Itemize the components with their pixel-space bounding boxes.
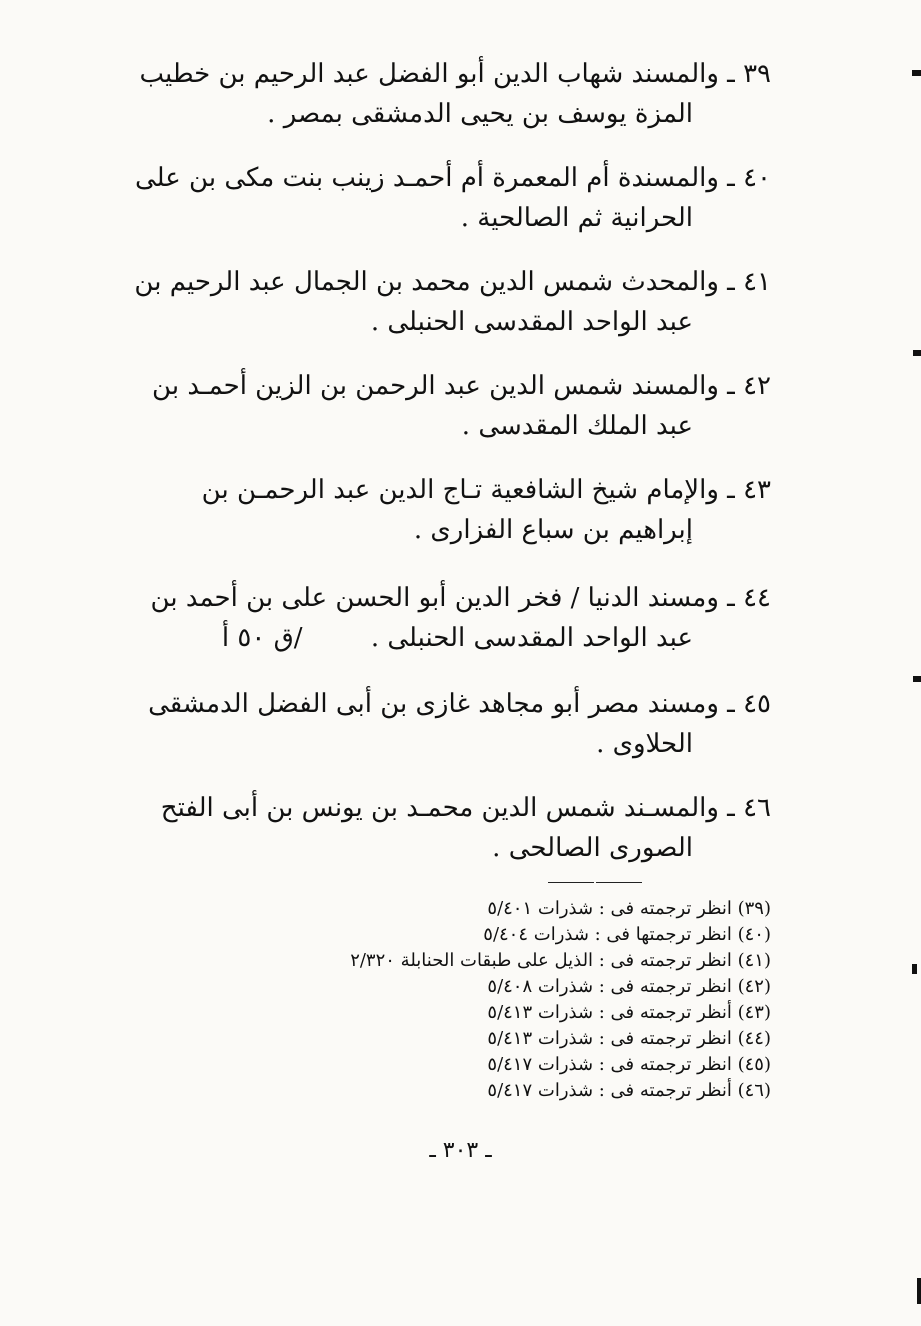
entry-42 <box>152 366 771 446</box>
entry-continuation: إبراهيم بن سباع الفزارى . <box>413 515 693 545</box>
entry-40 <box>134 158 771 238</box>
entry-line: ٤١ ـ والمحدث شمس الدين محمد بن الجمال عبد الرحيم بن <box>134 267 771 297</box>
entry-line: ٤٢ ـ والمسند شمس الدين عبد الرحمن بن الزين أحمـد بن <box>152 371 771 401</box>
footnote: (٤٠) انظر ترجمتها فى : شذرات ٥/٤٠٤ <box>483 924 771 945</box>
footnote: (٤١) انظر ترجمته فى : الذيل على طبقات الحنابلة ٢/٣٢٠ <box>350 950 771 971</box>
folio-marker: /ق ٥٠ أ <box>221 623 303 653</box>
entry-continuation: المزة يوسف بن يحيى الدمشقى بمصر . <box>267 99 693 129</box>
page-number: ـ ٣٠٣ ـ <box>429 1138 492 1163</box>
entry-line: ٤٤ ـ ومسند الدنيا / فخر الدين أبو الحسن على بن أحمد بن <box>150 583 771 613</box>
footnote-separator <box>596 882 642 883</box>
entry-45 <box>148 684 771 764</box>
entry-46 <box>161 788 771 868</box>
scan-edge-mark <box>917 1278 921 1304</box>
entry-continuation: عبد الواحد المقدسى الحنبلى . <box>370 307 693 337</box>
footnote: (٤٣) أنظر ترجمته فى : شذرات ٥/٤١٣ <box>487 1002 771 1023</box>
entry-line: ٤٣ ـ والإمام شيخ الشافعية تـاج الدين عبد الرحمـن بن <box>201 475 771 505</box>
entry-line: ٤٥ ـ ومسند مصر أبو مجاهد غازى بن أبى الفضل الدمشقى <box>148 689 771 719</box>
footnote: (٤٢) انظر ترجمته فى : شذرات ٥/٤٠٨ <box>487 976 771 997</box>
entry-continuation: الحلاوى . <box>596 729 693 759</box>
entry-44 <box>150 578 771 658</box>
scan-edge-mark <box>912 70 921 76</box>
footnote: (٤٤) انظر ترجمته فى : شذرات ٥/٤١٣ <box>487 1028 771 1049</box>
scan-edge-mark <box>913 676 921 682</box>
footnote: (٤٦) أنظر ترجمته فى : شذرات ٥/٤١٧ <box>487 1080 771 1101</box>
entry-43 <box>161 470 771 550</box>
footnote: (٤٥) انظر ترجمته فى : شذرات ٥/٤١٧ <box>487 1054 771 1075</box>
entry-continuation: عبد الملك المقدسى . <box>461 411 693 441</box>
footnote-separator <box>548 882 594 883</box>
entry-line: ٤٦ ـ والمسـند شمس الدين محمـد بن يونس بن أبى الفتح <box>160 793 771 823</box>
scan-edge-mark <box>912 964 917 974</box>
entry-line: ٣٩ ـ والمسند شهاب الدين أبو الفضل عبد الرحيم بن خطيب <box>139 59 771 89</box>
footnote: (٣٩) انظر ترجمته فى : شذرات ٥/٤٠١ <box>487 898 771 919</box>
entry-continuation-text: عبد الواحد المقدسى الحنبلى . <box>370 623 693 653</box>
footnotes <box>151 896 771 1104</box>
entry-continuation: الحرانية ثم الصالحية . <box>460 203 693 233</box>
entry-41 <box>134 262 771 342</box>
scan-edge-mark <box>913 350 921 356</box>
entry-continuation: الصورى الصالحى . <box>492 833 693 863</box>
entry-continuation <box>161 618 771 658</box>
entry-line: ٤٠ ـ والمسندة أم المعمرة أم أحمـد زينب بنت مكى بن على <box>134 163 771 193</box>
entry-39 <box>139 54 771 134</box>
